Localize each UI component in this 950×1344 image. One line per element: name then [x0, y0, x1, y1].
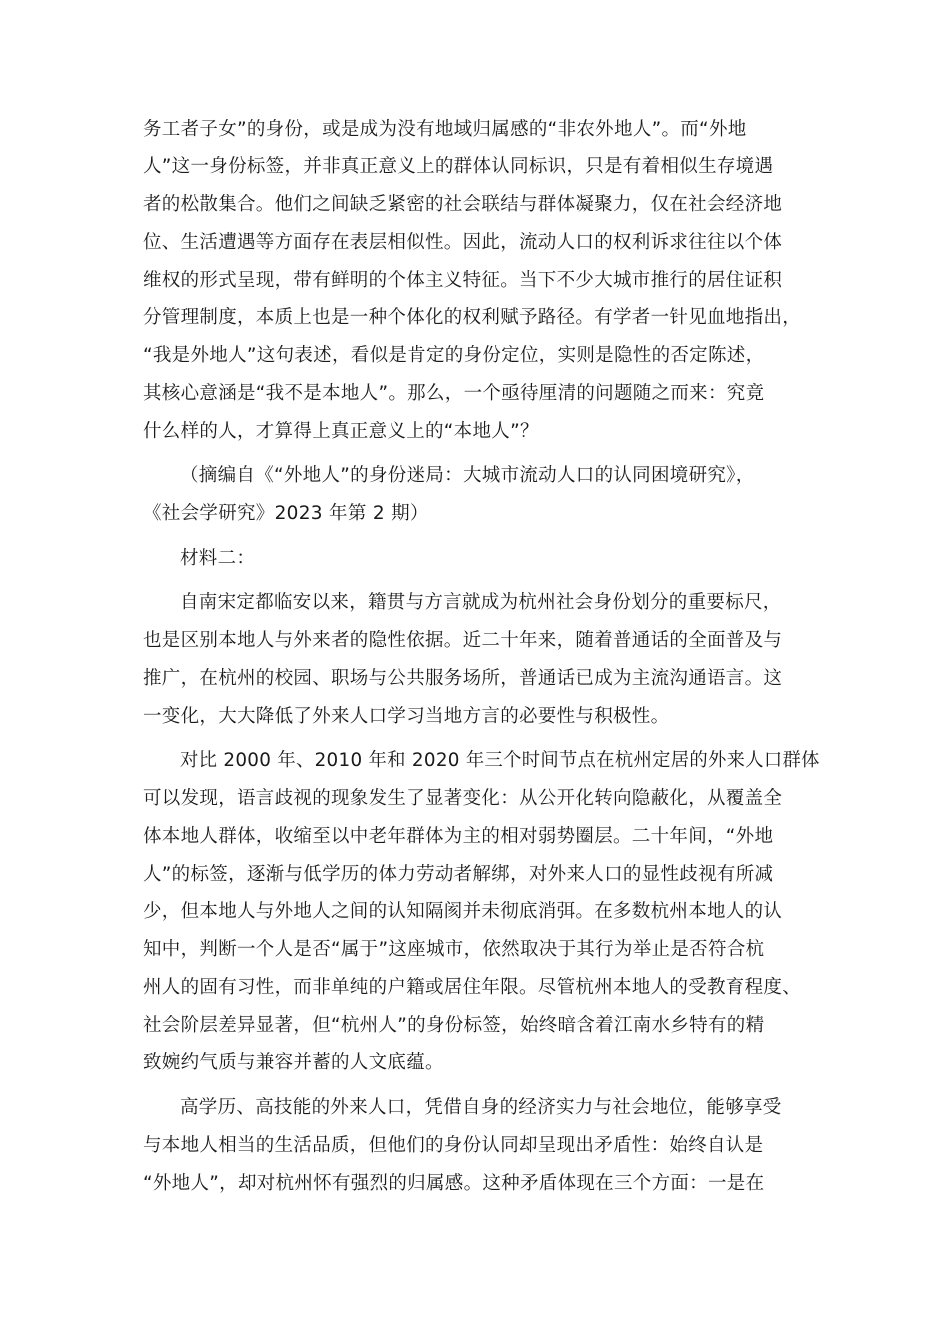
citation-line: 《社会学研究》2023 年第 2 期）: [143, 503, 429, 524]
text-line: 体本地人群体，收缩至以中老年群体为主的相对弱势圈层。二十年间，“外地: [143, 826, 774, 847]
text-line: 分管理制度，本质上也是一种个体化的权利赋予路径。有学者一针见血地指出，: [143, 307, 802, 328]
text-line: 少，但本地人与外地人之间的认知隔阂并未彻底消弭。在多数杭州本地人的认: [143, 901, 783, 922]
text-line: 高学历、高技能的外来人口，凭借自身的经济实力与社会地位，能够享受: [180, 1097, 782, 1118]
text-line: 位、生活遭遇等方面存在表层相似性。因此，流动人口的权利诉求往往以个体: [143, 232, 783, 253]
text-line: 一变化，大大降低了外来人口学习当地方言的必要性与积极性。: [143, 706, 670, 727]
text-line: “我是外地人”这句表述，看似是肯定的身份定位，实则是隐性的否定陈述，: [143, 345, 765, 366]
text-line: 推广，在杭州的校园、职场与公共服务场所，普通话已成为主流沟通语言。这: [143, 668, 783, 689]
text-line: “外地人”，却对杭州怀有强烈的归属感。这种矛盾体现在三个方面：一是在: [143, 1173, 765, 1194]
text-line: 与本地人相当的生活品质，但他们的身份认同却呈现出矛盾性：始终自认是: [143, 1135, 764, 1156]
text-line: 社会阶层差异显著，但“杭州人”的身份标签，始终暗含着江南水乡特有的精: [143, 1015, 765, 1036]
text-line: 可以发现，语言歧视的现象发生了显著变化：从公开化转向隐蔽化，从覆盖全: [143, 788, 783, 809]
text-line: 也是区别本地人与外来者的隐性依据。近二十年来，随着普通话的全面普及与: [143, 630, 783, 651]
text-line: 其核心意涵是“我不是本地人”。那么，一个亟待厘清的问题随之而来：究竟: [143, 383, 765, 404]
text-line: 知中，判断一个人是否“属于”这座城市，依然取决于其行为举止是否符合杭: [143, 939, 765, 960]
text-line: 致婉约气质与兼容并蓄的人文底蕴。: [143, 1052, 444, 1073]
text-line: 自南宋定都临安以来，籍贯与方言就成为杭州社会身份划分的重要标尺，: [180, 592, 782, 613]
citation-line: （摘编自《“外地人”的身份迷局：大城市流动人口的认同困境研究》，: [180, 465, 755, 486]
text-line: 维权的形式呈现，带有鲜明的个体主义特征。当下不少大城市推行的居住证积: [143, 270, 783, 291]
text-line: 者的松散集合。他们之间缺乏紧密的社会联结与群体凝聚力，仅在社会经济地: [143, 194, 783, 215]
text-line: 人”这一身份标签，并非真正意义上的群体认同标识，只是有着相似生存境遇: [143, 156, 774, 177]
text-line: 什么样的人，才算得上真正意义上的“本地人”？: [143, 421, 539, 442]
section-heading: 材料二：: [180, 548, 256, 569]
text-line: 人”的标签，逐渐与低学历的体力劳动者解绑，对外来人口的显性歧视有所减: [143, 864, 774, 885]
text-line: 务工者子女”的身份，或是成为没有地域归属感的“非农外地人”。而“外地: [143, 119, 747, 140]
text-line: 对比 2000 年、2010 年和 2020 年三个时间节点在杭州定居的外来人口群体: [180, 750, 820, 771]
text-line: 州人的固有习性，而非单纯的户籍或居住年限。尽管杭州本地人的受教育程度、: [143, 977, 802, 998]
